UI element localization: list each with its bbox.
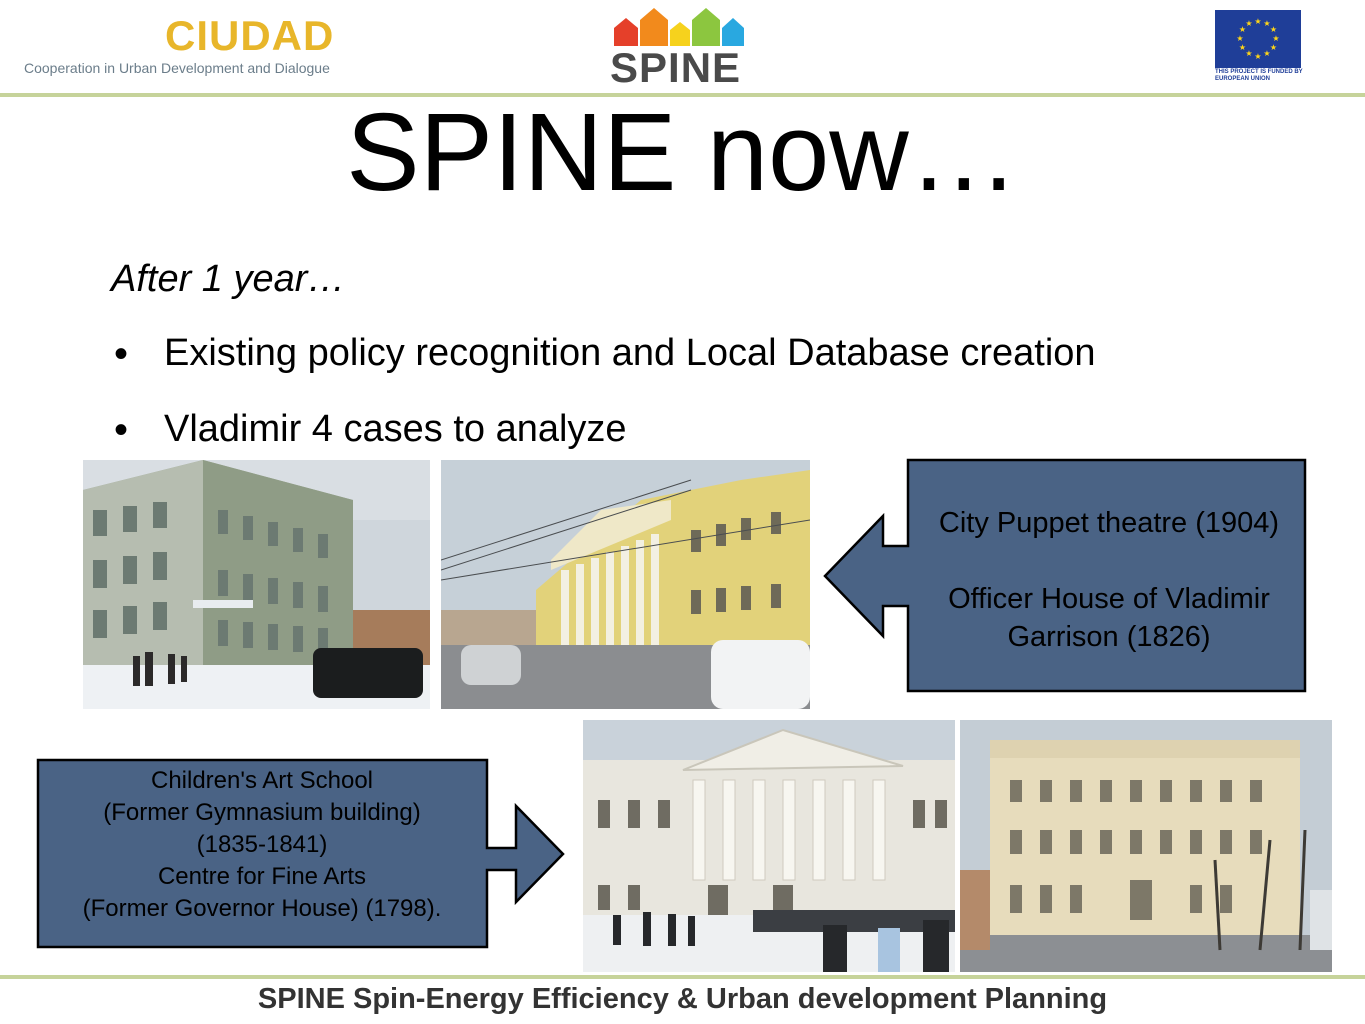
svg-text:★: ★ <box>1263 49 1271 58</box>
bullet-text: Vladimir 4 cases to analyze <box>164 408 627 450</box>
bullet-dot-icon: • <box>114 332 129 376</box>
callout-line: Garrison (1826) <box>1007 621 1211 653</box>
eu-caption-line1: THIS PROJECT IS FUNDED BY <box>1215 69 1303 75</box>
ciudad-tagline: Cooperation in Urban Development and Dialogue <box>24 60 330 76</box>
svg-text:★: ★ <box>1238 43 1247 52</box>
svg-text:★: ★ <box>1254 17 1262 26</box>
svg-text:★: ★ <box>1272 34 1280 43</box>
svg-text:★: ★ <box>1263 19 1271 28</box>
svg-text:★: ★ <box>1236 34 1244 43</box>
callout-line: (Former Governor House) (1798). <box>82 895 442 922</box>
bullet-text: Existing policy recognition and Local Database creation <box>164 332 1096 374</box>
callout-line: Centre for Fine Arts <box>157 863 367 890</box>
photo-puppet-theatre <box>960 720 1332 972</box>
callout-spacer <box>912 542 1306 580</box>
spine-houses-icon <box>612 6 746 46</box>
photo-childrens-art-school <box>83 460 430 709</box>
slide-subtitle: After 1 year… <box>111 258 346 300</box>
bullet-item-clipped <box>114 408 814 452</box>
photo-centre-for-fine-arts <box>441 460 810 709</box>
bullet-dot-icon: • <box>114 408 129 452</box>
ciudad-logo: CIUDAD <box>165 12 335 59</box>
svg-text:★: ★ <box>1245 49 1253 58</box>
callout-bottom-left <box>38 765 486 925</box>
footer-text: SPINE Spin-Energy Efficiency & Urban development Planning <box>257 983 1108 1015</box>
photo-officer-house <box>583 720 955 972</box>
svg-text:★: ★ <box>1269 43 1278 52</box>
callout-line: City Puppet theatre (1904) <box>938 507 1280 539</box>
svg-text:★: ★ <box>1245 19 1253 28</box>
callout-line: Children's Art School <box>150 767 374 794</box>
slide-title: SPINE now… <box>346 91 1019 214</box>
eu-flag-icon <box>1215 10 1301 68</box>
callout-top-right <box>912 504 1306 656</box>
eu-funding-caption <box>1215 69 1305 83</box>
svg-text:★: ★ <box>1238 25 1247 34</box>
callout-line: (1835-1841) <box>196 831 328 858</box>
svg-text:★: ★ <box>1269 25 1278 34</box>
callout-line: (Former Gymnasium building) <box>103 799 421 826</box>
svg-text:★: ★ <box>1254 52 1262 61</box>
spine-logo: SPINE <box>610 44 742 91</box>
eu-caption-line2: EUROPEAN UNION <box>1215 76 1271 82</box>
footer-divider <box>0 975 1365 979</box>
callout-line: Officer House of Vladimir <box>948 583 1270 615</box>
